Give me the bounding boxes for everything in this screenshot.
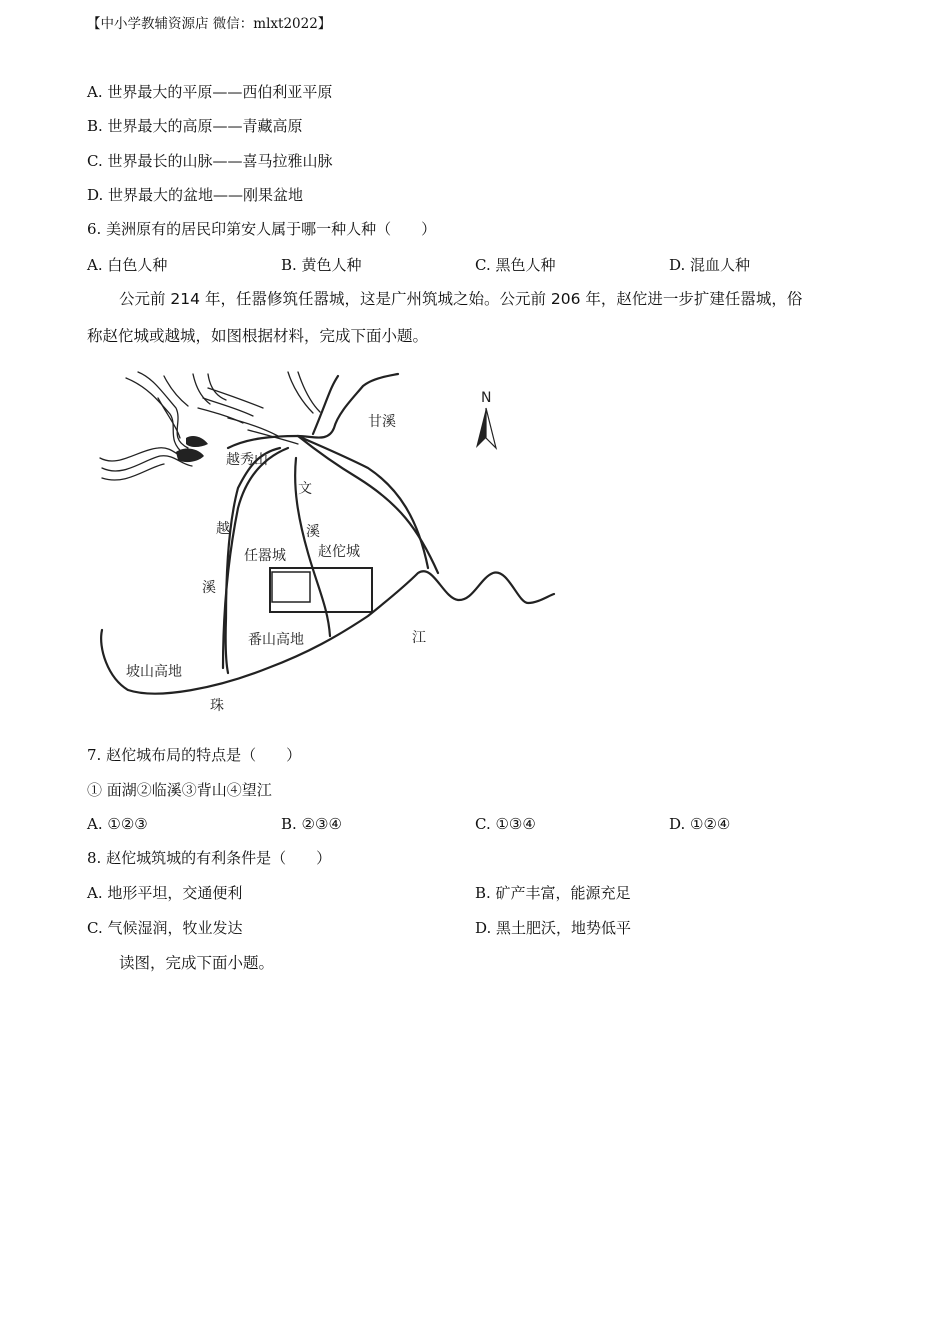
map-north-label: N — [481, 390, 492, 406]
q5-option-c: C. 世界最长的山脉——喜马拉雅山脉 — [87, 152, 333, 170]
q7-option-a: A. ①②③ — [87, 815, 148, 833]
map-label-xi-2: 溪 — [306, 524, 320, 540]
q5-option-b: B. 世界最大的高原——青藏高原 — [87, 117, 303, 135]
q8-option-d: D. 黑土肥沃，地势低平 — [475, 919, 632, 937]
guangzhou-map — [98, 368, 558, 718]
q8-stem: 8. 赵佗城筑城的有利条件是（ ） — [87, 849, 332, 867]
q7-stem: 7. 赵佗城布局的特点是（ ） — [87, 746, 302, 764]
q6-option-a: A. 白色人种 — [87, 256, 168, 274]
q7-option-c: C. ①③④ — [475, 815, 536, 833]
map-label-renxiaocheng: 任嚣城 — [244, 548, 286, 564]
q8-option-b: B. 矿产丰富，能源充足 — [475, 884, 631, 902]
header-banner: 【中小学教辅资源店 微信：mlxt2022】 — [87, 16, 332, 32]
q5-option-d: D. 世界最大的盆地——刚果盆地 — [87, 186, 304, 204]
q6-option-b: B. 黄色人种 — [281, 256, 362, 274]
map-label-panshan: 番山高地 — [248, 632, 304, 648]
q6-option-d: D. 混血人种 — [669, 256, 751, 274]
map-label-yuexiushan: 越秀山 — [226, 452, 268, 468]
map-label-jiang: 江 — [412, 630, 426, 646]
map-label-poshan: 坡山高地 — [126, 664, 182, 680]
map-label-yue: 越 — [216, 521, 230, 537]
map-label-zhu: 珠 — [210, 698, 224, 714]
map-label-wen: 文 — [298, 481, 312, 497]
map-label-zhaotuocheng: 赵佗城 — [318, 544, 360, 560]
q6-option-c: C. 黑色人种 — [475, 256, 556, 274]
passage-line-1: 公元前 214 年，任嚣修筑任嚣城，这是广州筑城之始。公元前 206 年，赵佗进一步扩建任嚣城，俗 — [119, 290, 803, 308]
q7-option-b: B. ②③④ — [281, 815, 342, 833]
closing-instruction: 读图，完成下面小题。 — [119, 954, 275, 972]
q7-choices: ① 面湖②临溪③背山④望江 — [87, 781, 272, 799]
passage-line-2: 称赵佗城或越城，如图根据材料，完成下面小题。 — [87, 327, 429, 345]
north-arrow-icon — [476, 390, 496, 448]
q6-stem: 6. 美洲原有的居民印第安人属于哪一种人种（ ） — [87, 220, 437, 238]
q7-option-d: D. ①②④ — [669, 815, 731, 833]
q8-option-a: A. 地形平坦，交通便利 — [87, 884, 243, 902]
map-label-ganxi: 甘溪 — [368, 414, 396, 430]
q5-option-a: A. 世界最大的平原——西伯利亚平原 — [87, 83, 333, 101]
map-label-xi-1: 溪 — [202, 580, 216, 596]
q8-option-c: C. 气候湿润，牧业发达 — [87, 919, 243, 937]
